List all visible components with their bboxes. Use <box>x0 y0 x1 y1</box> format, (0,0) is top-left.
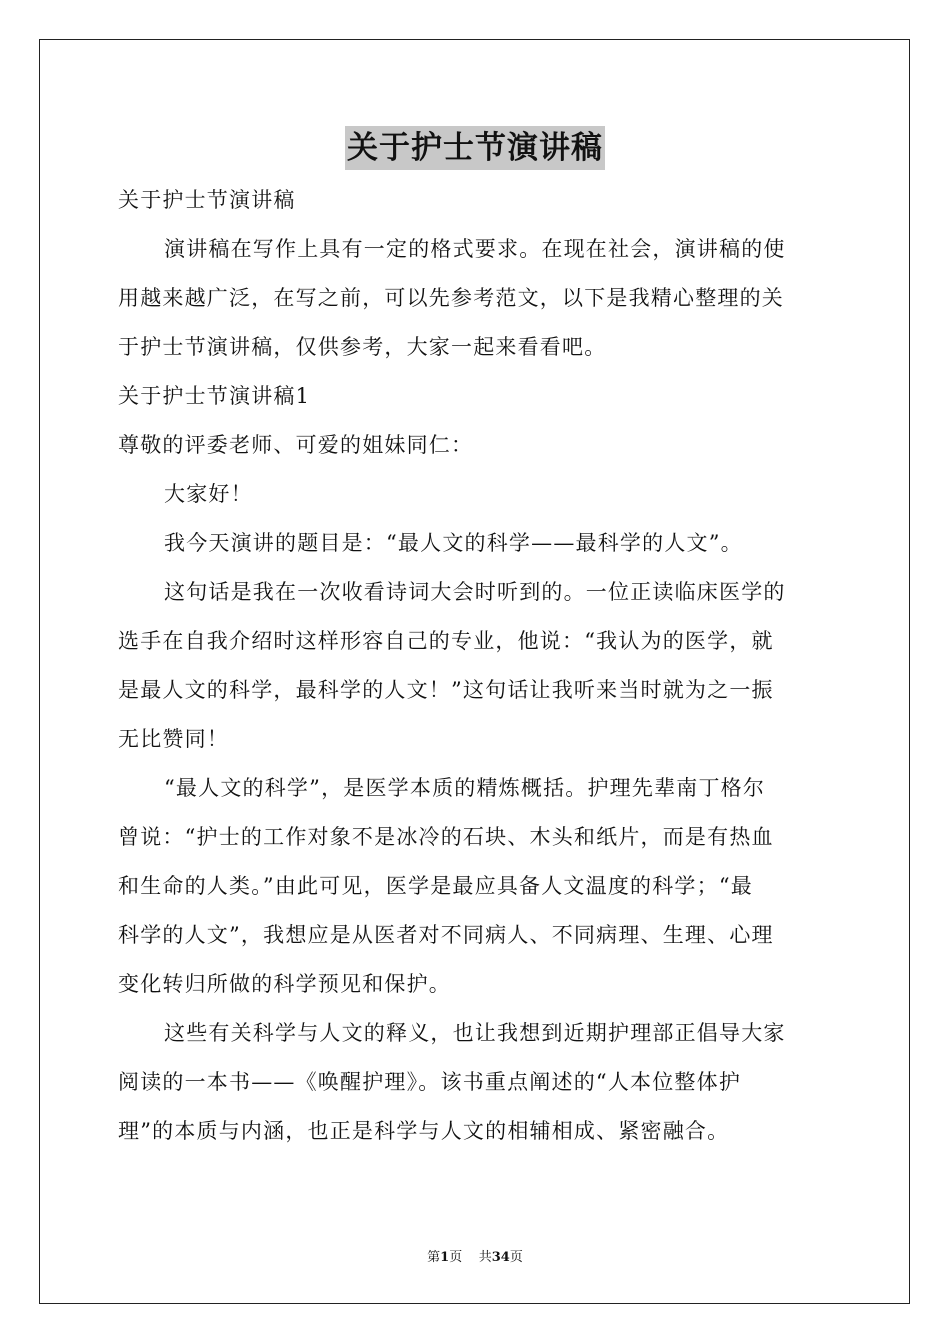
body-line: 用越来越广泛，在写之前，可以先参考范文，以下是我精心整理的关 <box>118 286 784 310</box>
body-line: 变化转归所做的科学预见和保护。 <box>118 972 451 996</box>
body-line: 科学的人文”，我想应是从医者对不同病人、不同病理、生理、心理 <box>118 923 774 947</box>
title-container <box>0 126 950 170</box>
body-line: 曾说：“护士的工作对象不是冰冷的石块、木头和纸片，而是有热血 <box>118 825 774 849</box>
body-line: 尊敬的评委老师、可爱的姐妹同仁： <box>118 433 474 457</box>
document-body <box>118 176 834 1156</box>
total-pages: 34 <box>491 1250 510 1265</box>
page-footer <box>0 1246 950 1265</box>
body-line: “最人文的科学”，是医学本质的精炼概括。护理先辈南丁格尔 <box>164 776 766 800</box>
body-line: 演讲稿在写作上具有一定的格式要求。在现在社会，演讲稿的使 <box>164 237 786 261</box>
body-line: 关于护士节演讲稿 <box>118 188 296 212</box>
body-line: 这句话是我在一次收看诗词大会时听到的。一位正读临床医学的 <box>164 580 786 604</box>
body-line: 和生命的人类。”由此可见，医学是最应具备人文温度的科学；“最 <box>118 874 753 898</box>
body-line: 是最人文的科学，最科学的人文！”这句话让我听来当时就为之一振 <box>118 678 774 702</box>
total-prefix: 共 <box>478 1250 492 1265</box>
body-line: 无比赞同！ <box>118 727 229 751</box>
body-line: 这些有关科学与人文的释义，也让我想到近期护理部正倡导大家 <box>164 1021 786 1045</box>
page-number: 1 <box>440 1250 450 1265</box>
document-title: 关于护士节演讲稿 <box>345 126 605 170</box>
body-line: 我今天演讲的题目是：“最人文的科学——最科学的人文”。 <box>164 531 743 555</box>
body-line: 于护士节演讲稿，仅供参考，大家一起来看看吧。 <box>118 335 607 359</box>
total-suffix: 页 <box>509 1250 523 1265</box>
body-line: 阅读的一本书——《唤醒护理》。该书重点阐述的“人本位整体护 <box>118 1070 742 1094</box>
page-suffix: 页 <box>449 1250 463 1265</box>
page-prefix: 第 <box>427 1250 441 1265</box>
body-line: 理”的本质与内涵，也正是科学与人文的相辅相成、紧密融合。 <box>118 1119 730 1143</box>
body-line: 选手在自我介绍时这样形容自己的专业，他说：“我认为的医学，就 <box>118 629 774 653</box>
body-line: 关于护士节演讲稿1 <box>118 384 311 408</box>
body-line: 大家好！ <box>164 482 253 506</box>
